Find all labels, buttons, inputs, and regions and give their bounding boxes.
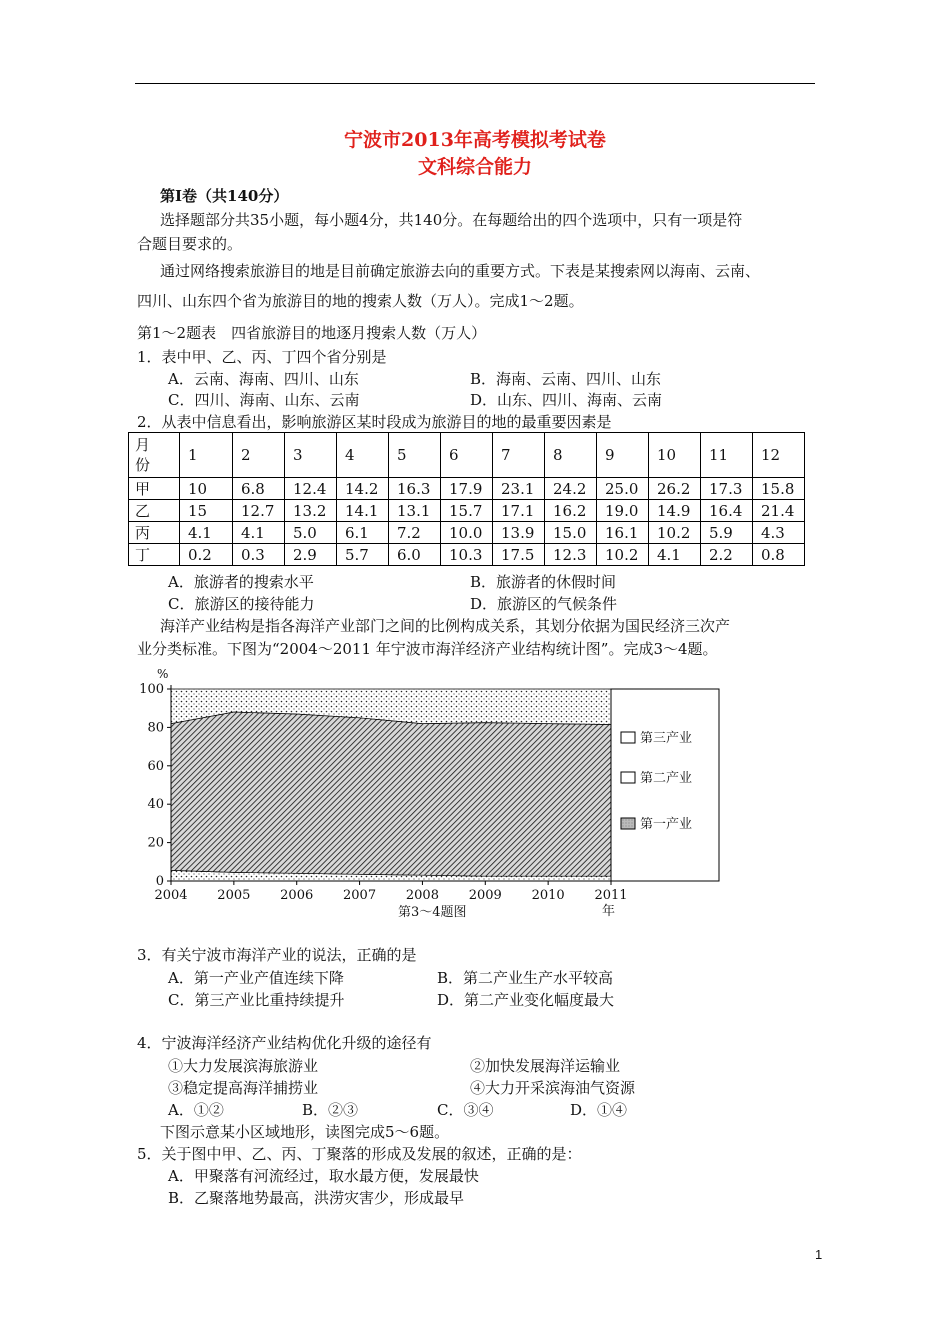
q4-option-a: A．①② bbox=[168, 1101, 224, 1119]
q1-stem: 1．表中甲、乙、丙、丁四个省分别是 bbox=[137, 348, 387, 366]
q1-option-b: B．海南、云南、四川、山东 bbox=[470, 370, 662, 388]
legend-swatch bbox=[621, 772, 635, 783]
table-cell: 0.3 bbox=[233, 544, 285, 566]
chart-areas bbox=[171, 689, 611, 881]
y-tick-label: 60 bbox=[147, 758, 164, 774]
table-cell: 12.4 bbox=[285, 478, 337, 500]
q3-stem: 3．有关宁波市海洋产业的说法，正确的是 bbox=[137, 946, 417, 964]
industry-structure-chart bbox=[130, 660, 730, 922]
table-cell: 10.2 bbox=[597, 544, 649, 566]
y-tick-label: 100 bbox=[139, 682, 164, 697]
table-cell: 15.0 bbox=[545, 522, 597, 544]
table-month-cell: 5 bbox=[389, 433, 441, 478]
search-data-table bbox=[128, 432, 805, 566]
x-tick-label: 2005 bbox=[217, 888, 251, 903]
chart-legend bbox=[611, 689, 719, 881]
table-cell: 13.1 bbox=[389, 500, 441, 522]
table-row-label: 乙 bbox=[129, 500, 180, 522]
q5-option-a: A．甲聚落有河流经过，取水最方便，发展最快 bbox=[168, 1167, 479, 1185]
x-tick-label: 2004 bbox=[154, 888, 188, 903]
table-header-label: 月份 bbox=[129, 433, 180, 478]
q5-option-b: B．乙聚落地势最高，洪涝灾害少，形成最早 bbox=[168, 1189, 465, 1207]
table-cell: 15 bbox=[180, 500, 233, 522]
table-cell: 4.1 bbox=[180, 522, 233, 544]
table-cell: 16.2 bbox=[545, 500, 597, 522]
table-month-cell: 3 bbox=[285, 433, 337, 478]
table-row-label: 甲 bbox=[129, 478, 180, 500]
table-cell: 16.4 bbox=[701, 500, 753, 522]
passage2-line-1: 海洋产业结构是指各海洋产业部门之间的比例构成关系，其划分依据为国民经济三次产 bbox=[160, 617, 731, 635]
table-cell: 10 bbox=[180, 478, 233, 500]
table-cell: 2.9 bbox=[285, 544, 337, 566]
chart-caption: 第3～4题图 bbox=[398, 905, 467, 920]
q4-item-2: ②加快发展海洋运输业 bbox=[470, 1057, 621, 1075]
table-cell: 16.1 bbox=[597, 522, 649, 544]
table-cell: 13.2 bbox=[285, 500, 337, 522]
q2-option-b: B．旅游者的休假时间 bbox=[470, 573, 617, 591]
q3-option-c: C．第三产业比重持续提升 bbox=[168, 991, 345, 1009]
q1-option-c: C．四川、海南、山东、云南 bbox=[168, 391, 360, 409]
table-cell: 5.9 bbox=[701, 522, 753, 544]
table-month-cell: 4 bbox=[337, 433, 389, 478]
legend-swatch bbox=[621, 732, 635, 743]
q2-stem: 2．从表中信息看出，影响旅游区某时段成为旅游目的地的最重要因素是 bbox=[137, 413, 612, 431]
table-cell: 15.8 bbox=[753, 478, 805, 500]
q3-option-d: D．第二产业变化幅度最大 bbox=[437, 991, 615, 1009]
table-cell: 26.2 bbox=[649, 478, 701, 500]
table-month-cell: 12 bbox=[753, 433, 805, 478]
q5-stem: 5．关于图中甲、乙、丙、丁聚落的形成及发展的叙述，正确的是： bbox=[137, 1145, 582, 1163]
y-axis-unit: % bbox=[157, 667, 169, 681]
q4-option-c: C．③④ bbox=[437, 1101, 494, 1119]
table-cell: 14.9 bbox=[649, 500, 701, 522]
intro-line-2: 合题目要求的。 bbox=[137, 235, 243, 253]
table-cell: 16.3 bbox=[389, 478, 441, 500]
q4-item-4: ④大力开采滨海油气资源 bbox=[470, 1079, 636, 1097]
header-rule bbox=[135, 83, 815, 84]
table-month-cell: 8 bbox=[545, 433, 597, 478]
table-cell: 15.7 bbox=[441, 500, 493, 522]
table-cell: 25.0 bbox=[597, 478, 649, 500]
table-month-cell: 7 bbox=[493, 433, 545, 478]
table-cell: 12.7 bbox=[233, 500, 285, 522]
section-heading: 第Ⅰ卷（共140分） bbox=[160, 187, 289, 205]
q4-item-1: ①大力发展滨海旅游业 bbox=[168, 1057, 319, 1075]
x-tick-label: 2006 bbox=[280, 888, 314, 903]
table-row-label: 丙 bbox=[129, 522, 180, 544]
table-cell: 5.7 bbox=[337, 544, 389, 566]
table-row bbox=[129, 500, 805, 522]
q4-option-b: B．②③ bbox=[302, 1101, 359, 1119]
table-cell: 10.0 bbox=[441, 522, 493, 544]
table-cell: 19.0 bbox=[597, 500, 649, 522]
table-cell: 17.5 bbox=[493, 544, 545, 566]
table-cell: 17.3 bbox=[701, 478, 753, 500]
series-area-secondary bbox=[171, 712, 611, 876]
table-cell: 24.2 bbox=[545, 478, 597, 500]
page-title: 宁波市2013年高考模拟考试卷 bbox=[344, 129, 606, 151]
table-month-cell: 10 bbox=[649, 433, 701, 478]
table-cell: 17.9 bbox=[441, 478, 493, 500]
q2-option-c: C．旅游区的接待能力 bbox=[168, 595, 315, 613]
intro-line-1: 选择题部分共35小题，每小题4分，共140分。在每题给出的四个选项中，只有一项是符 bbox=[160, 211, 743, 229]
passage2-line-2: 业分类标准。下图为“2004～2011 年宁波市海洋经济产业结构统计图”。完成3～4题。 bbox=[137, 640, 718, 658]
table-cell: 6.8 bbox=[233, 478, 285, 500]
table-month-cell: 6 bbox=[441, 433, 493, 478]
q3-option-b: B．第二产业生产水平较高 bbox=[437, 969, 614, 987]
table-cell: 21.4 bbox=[753, 500, 805, 522]
table-month-cell: 9 bbox=[597, 433, 649, 478]
table-cell: 4.1 bbox=[649, 544, 701, 566]
page-number: 1 bbox=[815, 1247, 823, 1262]
legend-swatch bbox=[621, 818, 635, 829]
passage3: 下图示意某小区域地形，读图完成5～6题。 bbox=[160, 1123, 450, 1141]
table-cell: 0.2 bbox=[180, 544, 233, 566]
q1-option-a: A．云南、海南、四川、山东 bbox=[168, 370, 359, 388]
y-tick-label: 80 bbox=[147, 720, 164, 736]
table-cell: 13.9 bbox=[493, 522, 545, 544]
passage1-line-2: 四川、山东四个省为旅游目的地的搜索人数（万人）。完成1～2题。 bbox=[137, 292, 584, 310]
table-cell: 6.0 bbox=[389, 544, 441, 566]
q4-option-d: D．①④ bbox=[570, 1101, 628, 1119]
x-tick-label: 2007 bbox=[343, 888, 377, 903]
table-month-cell: 1 bbox=[180, 433, 233, 478]
q4-stem: 4．宁波海洋经济产业结构优化升级的途径有 bbox=[137, 1034, 432, 1052]
table-cell: 2.2 bbox=[701, 544, 753, 566]
q2-option-a: A．旅游者的搜索水平 bbox=[168, 573, 314, 591]
table-cell: 23.1 bbox=[493, 478, 545, 500]
table-row bbox=[129, 544, 805, 566]
table-header-row bbox=[129, 433, 805, 478]
q1-option-d: D．山东、四川、海南、云南 bbox=[470, 391, 663, 409]
table-row bbox=[129, 478, 805, 500]
page-subtitle: 文科综合能力 bbox=[417, 156, 532, 178]
x-tick-label: 2008 bbox=[405, 888, 439, 903]
table-cell: 14.2 bbox=[337, 478, 389, 500]
table-row-label: 丁 bbox=[129, 544, 180, 566]
y-tick-label: 20 bbox=[147, 835, 164, 851]
table-cell: 10.2 bbox=[649, 522, 701, 544]
passage1-line-1: 通过网络搜索旅游目的地是目前确定旅游去向的重要方式。下表是某搜索网以海南、云南、 bbox=[160, 262, 761, 280]
y-tick-label: 40 bbox=[147, 797, 164, 813]
table-row bbox=[129, 522, 805, 544]
table-cell: 17.1 bbox=[493, 500, 545, 522]
x-tick-label: 2011 bbox=[594, 888, 628, 903]
table-cell: 12.3 bbox=[545, 544, 597, 566]
table-cell: 4.3 bbox=[753, 522, 805, 544]
table-cell: 4.1 bbox=[233, 522, 285, 544]
x-tick-label: 2009 bbox=[468, 888, 502, 903]
x-tick-label: 2010 bbox=[531, 888, 565, 903]
q3-option-a: A．第一产业产值连续下降 bbox=[168, 969, 344, 987]
q2-option-d: D．旅游区的气候条件 bbox=[470, 595, 618, 613]
table-month-cell: 11 bbox=[701, 433, 753, 478]
legend-label: 第二产业 bbox=[640, 771, 693, 786]
table-cell: 10.3 bbox=[441, 544, 493, 566]
table-cell: 7.2 bbox=[389, 522, 441, 544]
x-axis-unit: 年 bbox=[602, 904, 616, 919]
legend-label: 第一产业 bbox=[640, 817, 693, 832]
table-caption: 第1～2题表 四省旅游目的地逐月搜索人数（万人） bbox=[137, 324, 487, 342]
table-cell: 0.8 bbox=[753, 544, 805, 566]
table-month-cell: 2 bbox=[233, 433, 285, 478]
table-cell: 14.1 bbox=[337, 500, 389, 522]
table-cell: 6.1 bbox=[337, 522, 389, 544]
q4-item-3: ③稳定提高海洋捕捞业 bbox=[168, 1079, 319, 1097]
legend-label: 第三产业 bbox=[640, 731, 693, 746]
y-tick-label: 0 bbox=[155, 874, 164, 889]
table-cell: 5.0 bbox=[285, 522, 337, 544]
